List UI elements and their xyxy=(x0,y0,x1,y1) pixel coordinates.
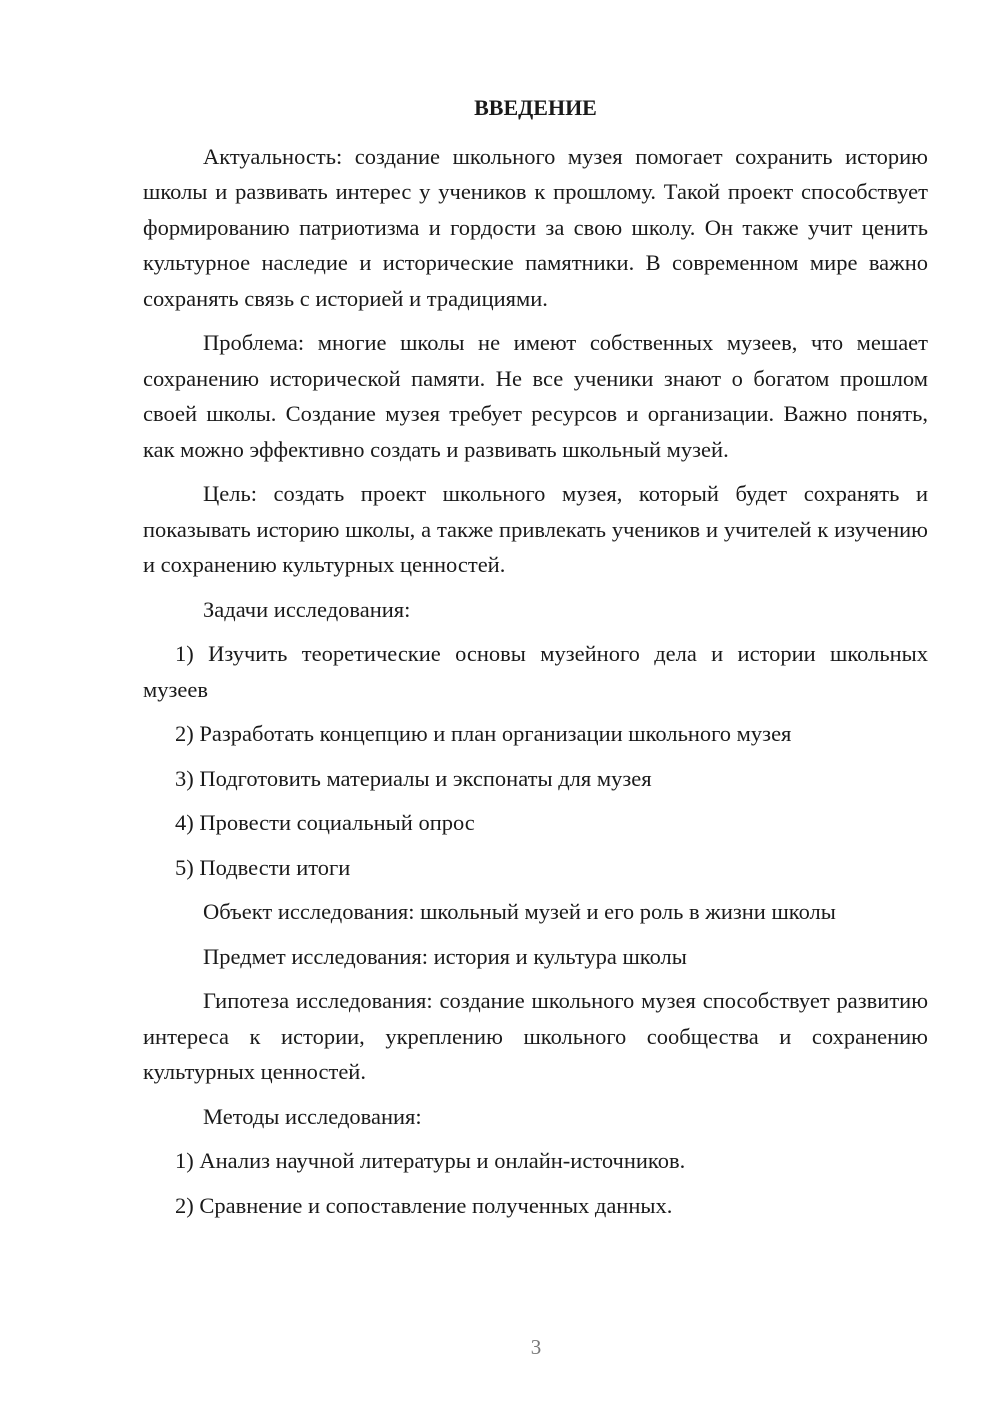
task-item: 4) Провести социальный опрос xyxy=(175,810,475,835)
research-object: Объект исследования: школьный музей и его роль в жизни школы xyxy=(203,899,836,924)
method-item: 1) Анализ научной литературы и онлайн-источников. xyxy=(175,1148,686,1173)
task-item: 3) Подготовить материалы и экспонаты для музея xyxy=(175,765,652,791)
research-subject: Предмет исследования: история и культура школы xyxy=(203,943,687,969)
relevance-paragraph: Актуальность: создание школьного музея помогает сохранить историю школы и развивать интерес у учеников к прошлому. Такой проект способствует формированию патриотизма и гордости за свою школу. Он также учит ценить культурное наследие и исторические памятники. В современном мире важно сохранять связь с историей и традициями. xyxy=(143,143,928,311)
page-content xyxy=(143,90,928,1232)
page-number: 3 xyxy=(530,1335,542,1359)
tasks-heading: Задачи исследования: xyxy=(203,596,411,622)
section-title: ВВЕДЕНИЕ xyxy=(474,95,597,120)
task-item: 2) Разработать концепцию и план организации школьного музея xyxy=(175,721,792,746)
problem-paragraph: Проблема: многие школы не имеют собственных музеев, что мешает сохранению исторической памяти. Не все ученики знают о богатом прошлом своей школы. Создание музея требует ресурсов и организации. Важно понять, как можно эффективно создать и развивать школьный музей. xyxy=(143,330,928,462)
method-item: 2) Сравнение и сопоставление полученных данных. xyxy=(175,1192,673,1218)
methods-heading: Методы исследования: xyxy=(203,1103,422,1129)
goal-paragraph: Цель: создать проект школьного музея, который будет сохранять и показывать историю школы, а также привлекать учеников и учителей к изучению и сохранению культурных ценностей. xyxy=(143,481,928,577)
hypothesis-paragraph: Гипотеза исследования: создание школьного музея способствует развитию интереса к истории, укреплению школьного сообщества и сохранению культурных ценностей. xyxy=(143,988,928,1084)
task-item: 5) Подвести итоги xyxy=(175,854,351,880)
task-item: 1) Изучить теоретические основы музейного дела и истории школьных музеев xyxy=(143,641,928,702)
